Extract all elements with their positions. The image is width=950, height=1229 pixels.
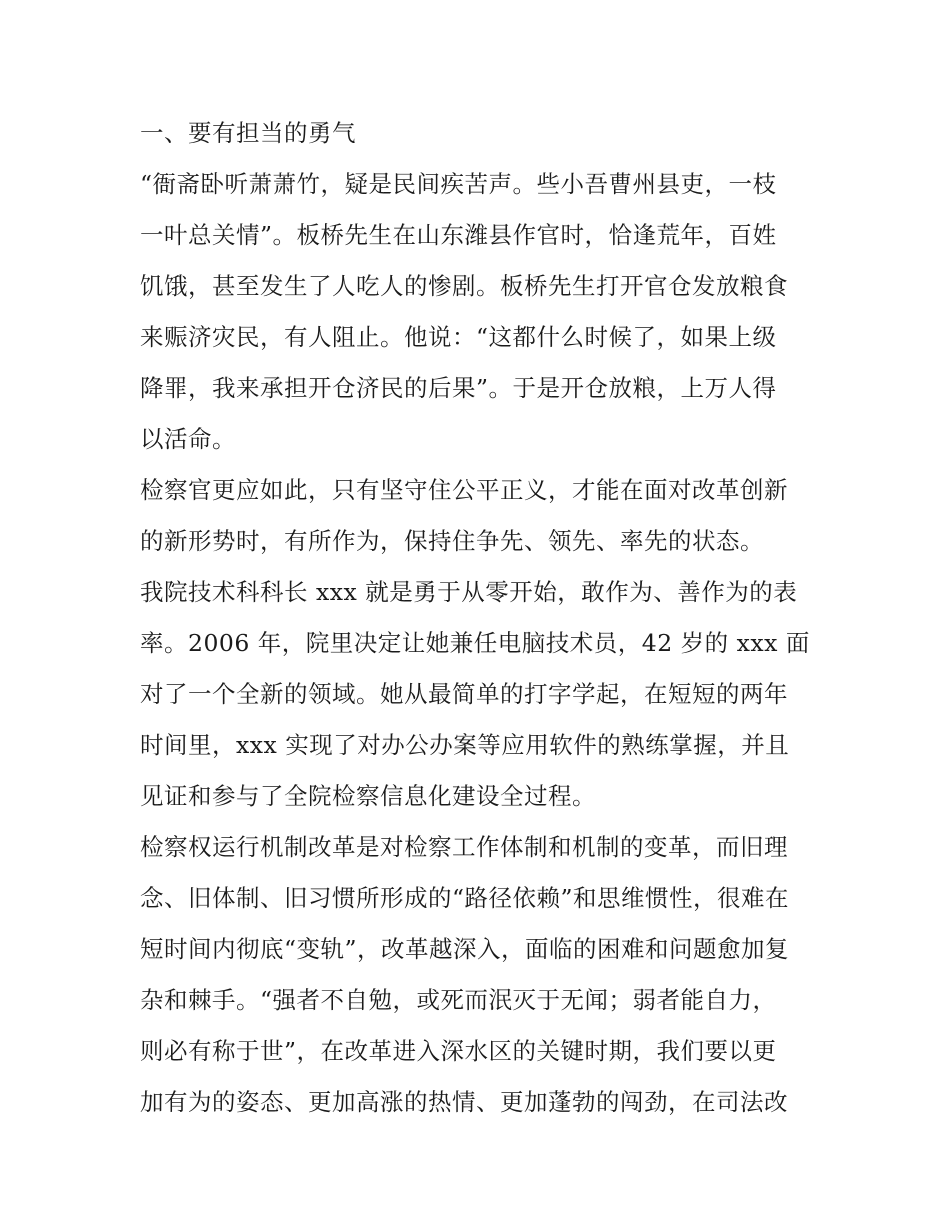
text-line: 的新形势时，有所作为，保持住争先、领先、率先的状态。 <box>140 527 764 555</box>
text-line: 检察官更应如此，只有坚守住公平正义，才能在面对改革创新 <box>140 476 788 504</box>
section-heading: 一、要有担当的勇气 <box>140 119 356 147</box>
text-line: 以活命。 <box>140 425 236 453</box>
text-line: 对了一个全新的领域。她从最简单的打字学起，在短短的两年 <box>140 680 788 708</box>
text-line: 见证和参与了全院检察信息化建设全过程。 <box>140 782 596 810</box>
text-line: 一叶总关情”。板桥先生在山东潍县作官时，恰逢荒年，百姓 <box>140 221 777 249</box>
text-line: 检察权运行机制改革是对检察工作体制和机制的变革，而旧理 <box>140 833 788 861</box>
text-line: 短时间内彻底“变轨”，改革越深入，面临的困难和问题愈加复 <box>140 935 790 963</box>
text-line: “衙斋卧听萧萧竹，疑是民间疾苦声。些小吾曹州县吏，一枝 <box>140 170 777 198</box>
text-line: 念、旧体制、旧习惯所形成的“路径依赖”和思维惯性，很难在 <box>140 884 790 912</box>
document-body <box>140 108 815 1128</box>
text-line: 率。2006 年，院里决定让她兼任电脑技术员，42 岁的 xxx 面 <box>140 629 810 657</box>
text-line: 饥饿，甚至发生了人吃人的惨剧。板桥先生打开官仓发放粮食 <box>140 272 788 300</box>
text-line: 我院技术科科长 xxx 就是勇于从零开始，敢作为、善作为的表 <box>140 578 798 606</box>
text-line: 降罪，我来承担开仓济民的后果”。于是开仓放粮，上万人得 <box>140 374 777 402</box>
text-line: 杂和棘手。“强者不自勉，或死而泯灭于无闻；弱者能自力， <box>140 986 777 1014</box>
text-line: 则必有称于世”，在改革进入深水区的关键时期，我们要以更 <box>140 1037 777 1065</box>
text-line: 加有为的姿态、更加高涨的热情、更加蓬勃的闯劲，在司法改 <box>140 1088 788 1116</box>
text-line: 时间里，xxx 实现了对办公办案等应用软件的熟练掌握，并且 <box>140 731 790 759</box>
text-line: 来赈济灾民，有人阻止。他说：“这都什么时候了，如果上级 <box>140 323 777 351</box>
